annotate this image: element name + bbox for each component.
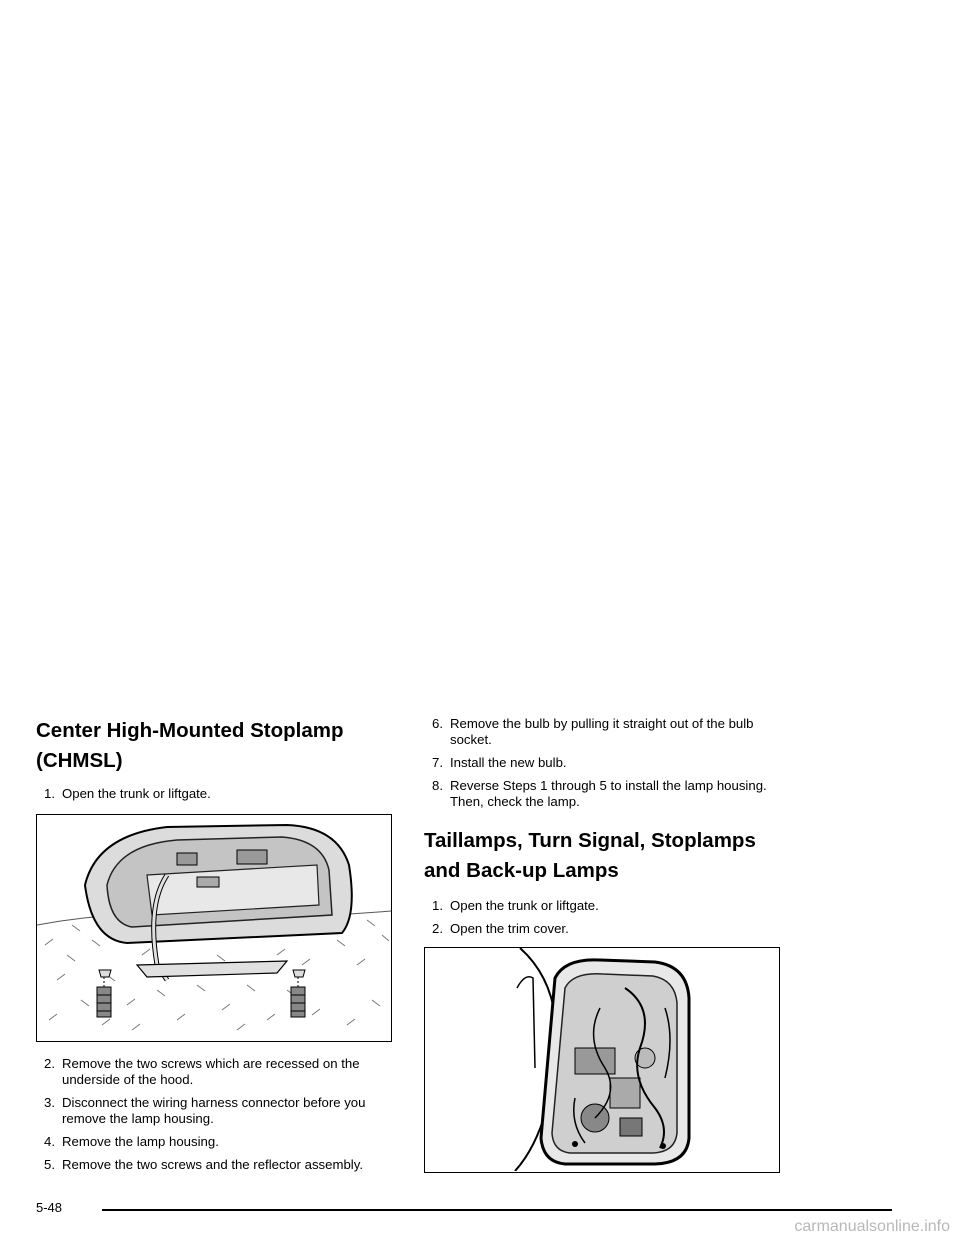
step-text: Open the trunk or liftgate.	[450, 898, 599, 913]
page-number: 5-48	[36, 1200, 63, 1215]
step-text: Install the new bulb.	[450, 755, 567, 770]
step-text: Open the trim cover.	[450, 921, 569, 936]
chmsl-steps-part1	[36, 786, 392, 802]
left-column	[36, 716, 392, 1180]
chmsl-steps-part2	[36, 1056, 392, 1173]
list-item	[424, 898, 780, 914]
step-text: Reverse Steps 1 through 5 to install the lamp housing. Then, check the lamp.	[450, 778, 767, 809]
footer-rule	[102, 1209, 892, 1211]
step-number: 1.	[432, 898, 443, 913]
list-item	[424, 921, 780, 937]
watermark: carmanualsonline.info	[794, 1218, 950, 1235]
step-number: 1.	[44, 786, 55, 801]
step-number: 7.	[432, 755, 443, 770]
list-item	[36, 786, 392, 802]
list-item	[424, 716, 780, 748]
taillamp-illustration	[424, 947, 780, 1173]
step-number: 5.	[44, 1157, 55, 1172]
chmsl-illustration	[36, 814, 392, 1042]
taillamps-section	[424, 826, 780, 1173]
step-number: 2.	[432, 921, 443, 936]
step-text: Remove the bulb by pulling it straight out of the bulb socket.	[450, 716, 754, 747]
step-text: Remove the two screws which are recessed on the underside of the hood.	[62, 1056, 360, 1087]
taillamps-steps	[424, 898, 780, 937]
list-item	[36, 1134, 392, 1150]
right-column	[424, 716, 780, 1173]
step-text: Remove the lamp housing.	[62, 1134, 219, 1149]
step-text: Remove the two screws and the reflector assembly.	[62, 1157, 363, 1172]
chmsl-heading: Center High-Mounted Stoplamp (CHMSL)	[36, 719, 344, 772]
step-number: 8.	[432, 778, 443, 793]
step-number: 3.	[44, 1095, 55, 1110]
step-number: 6.	[432, 716, 443, 731]
step-text: Open the trunk or liftgate.	[62, 786, 211, 801]
step-text: Disconnect the wiring harness connector before you remove the lamp housing.	[62, 1095, 366, 1126]
step-number: 4.	[44, 1134, 55, 1149]
step-number: 2.	[44, 1056, 55, 1071]
taillamps-heading: Taillamps, Turn Signal, Stoplamps and Back-up Lamps	[424, 829, 756, 882]
chmsl-steps-part3	[424, 716, 780, 810]
list-item	[36, 1056, 392, 1088]
list-item	[36, 1095, 392, 1127]
list-item	[36, 1157, 392, 1173]
list-item	[424, 755, 780, 771]
list-item	[424, 778, 780, 810]
